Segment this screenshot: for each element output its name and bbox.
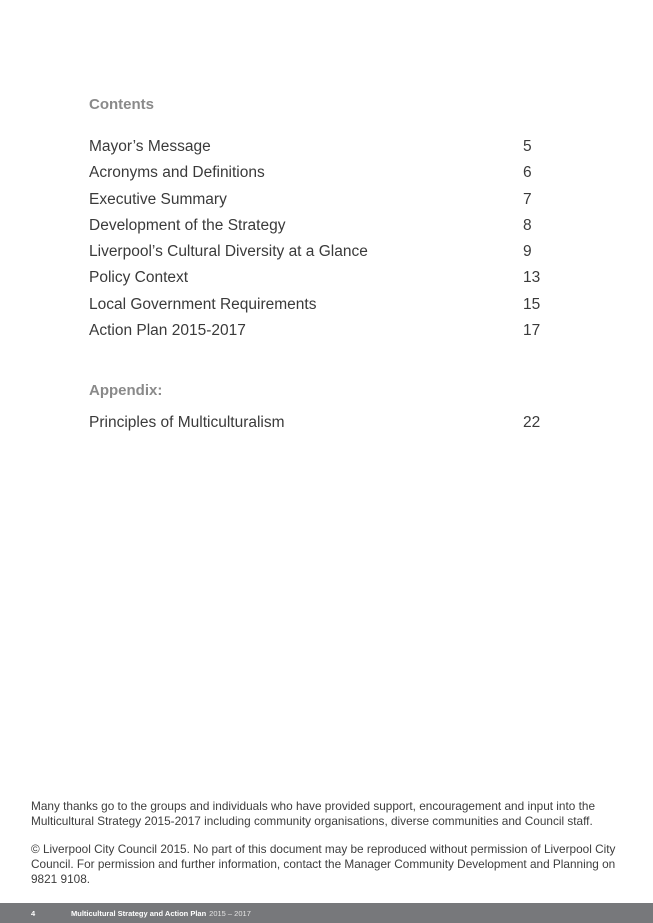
copyright-text: © Liverpool City Council 2015. No part of this document may be reproduced without permission of Liverpool City Council. For permission and further information, contact the Manager Community Development and Planning on 9821 9108. bbox=[31, 842, 616, 886]
toc-item-title: Policy Context bbox=[89, 269, 189, 287]
toc-item-page: 13 bbox=[523, 269, 541, 287]
table-of-contents bbox=[89, 138, 541, 348]
toc-item-page: 5 bbox=[523, 138, 532, 155]
toc-item[interactable] bbox=[89, 269, 541, 295]
toc-item-title: Development of the Strategy bbox=[89, 216, 286, 234]
toc-item-title: Principles of Multiculturalism bbox=[89, 414, 285, 431]
page-footer bbox=[0, 903, 653, 923]
toc-item[interactable] bbox=[89, 164, 541, 190]
toc-item[interactable] bbox=[89, 296, 541, 322]
footer-page-number: 4 bbox=[31, 908, 36, 918]
toc-item-title: Action Plan 2015-2017 bbox=[89, 322, 246, 340]
toc-item-title: Liverpool’s Cultural Diversity at a Glance bbox=[89, 243, 368, 261]
footer-years: 2015 – 2017 bbox=[209, 908, 251, 918]
toc-item-page: 7 bbox=[523, 190, 532, 208]
contents-heading: Contents bbox=[89, 96, 154, 113]
toc-item[interactable] bbox=[89, 414, 541, 440]
toc-item-page: 8 bbox=[523, 216, 532, 234]
toc-item[interactable] bbox=[89, 322, 541, 348]
toc-item-title: Mayor’s Message bbox=[89, 138, 211, 155]
toc-item[interactable] bbox=[89, 243, 541, 269]
toc-item[interactable] bbox=[89, 191, 541, 217]
toc-item-page: 17 bbox=[523, 322, 541, 340]
footer-document-title: Multicultural Strategy and Action Plan bbox=[71, 908, 207, 918]
toc-item-page: 22 bbox=[523, 414, 541, 431]
toc-item-page: 15 bbox=[523, 295, 541, 313]
toc-item-page: 9 bbox=[523, 243, 532, 261]
toc-item-title: Acronyms and Definitions bbox=[89, 164, 265, 182]
toc-item-title: Local Government Requirements bbox=[89, 295, 317, 313]
toc-item-page: 6 bbox=[523, 164, 532, 182]
toc-item[interactable] bbox=[89, 217, 541, 243]
acknowledgement-text: Many thanks go to the groups and individuals who have provided support, encouragement and input into the Multicultural Strategy 2015-2017 including community organisations, diverse communities and Council staff. bbox=[31, 799, 596, 828]
appendix-heading: Appendix: bbox=[89, 382, 163, 399]
toc-item-title: Executive Summary bbox=[89, 190, 227, 208]
appendix-list bbox=[89, 414, 541, 440]
toc-item[interactable] bbox=[89, 138, 541, 164]
